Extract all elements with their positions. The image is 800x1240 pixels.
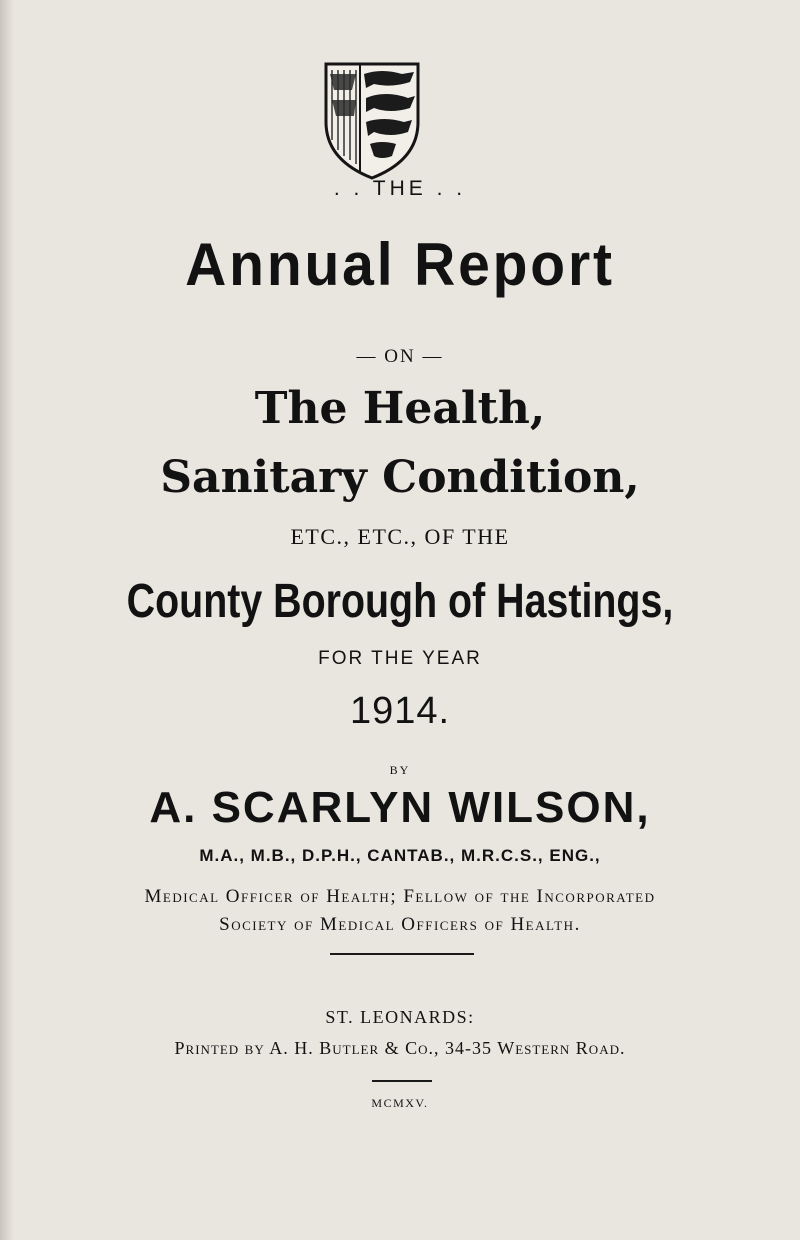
author-name: A. SCARLYN WILSON, [149,783,651,832]
subject-the-health: The Health, [254,383,546,434]
short-divider-rule [372,1080,432,1082]
coat-of-arms-shield-icon [322,60,422,180]
author-degrees: M.A., M.B., D.P.H., CANTAB., M.R.C.S., ENG., [199,846,601,865]
imprint-place: ST. LEONARDS: [325,1007,475,1027]
divider-rule [330,953,474,955]
for-the-year-label: FOR THE YEAR [318,648,482,669]
report-title: Annual Report [185,231,615,298]
subject-sanitary-condition: Sanitary Condition, [160,452,640,503]
imprint-printer: Printed by A. H. Butler & Co., 34-35 Western Road. [174,1038,626,1058]
place-name: County Borough of Hastings, [126,575,674,628]
subject-etc-line: ETC., ETC., OF THE [290,524,510,549]
the-heading: . . THE . . [333,177,467,200]
author-office-line-1: Medical Officer of Health; Fellow of the Incorporated [144,886,656,907]
on-separator: — ON — [356,346,444,367]
report-year: 1914. [349,690,451,732]
imprint-year: MCMXV. [371,1096,429,1110]
author-office-line-2: Society of Medical Officers of Health. [219,914,581,935]
by-label: BY [389,763,411,777]
